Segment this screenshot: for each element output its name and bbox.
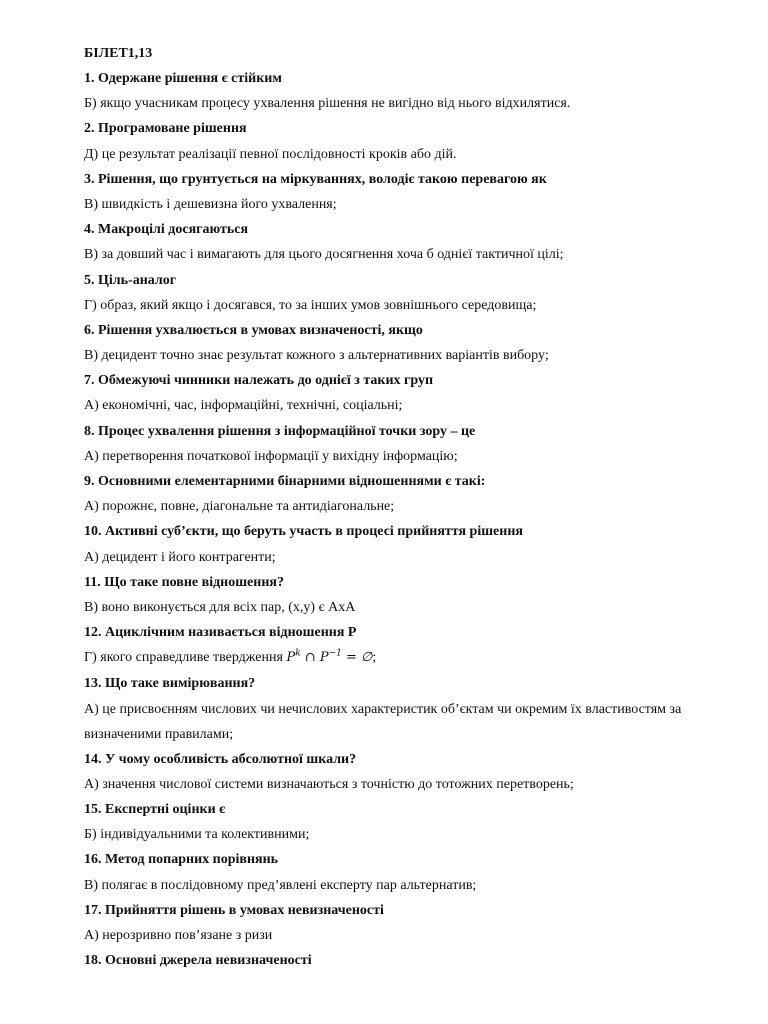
answer-17: А) нерозривно пов’язане з ризи [84,928,273,943]
question-18: 18. Основні джерела невизначеності [84,953,312,969]
question-2: 2. Програмоване рішення [84,121,247,137]
question-5: 5. Ціль-аналог [84,272,177,288]
answer-12 [84,648,744,668]
answer-7: А) економічні, час, інформаційні, технічні, соціальні; [84,398,403,414]
answer-6: В) децидент точно знає результат кожного з альтернативних варіантів вибору; [84,348,549,364]
answer-12-suffix: ; [372,650,377,666]
document-page [84,44,744,976]
answer-10: А) децидент і його контрагенти; [84,549,276,565]
answer-8: А) перетворення початкової інформації у вихідну інформацію; [84,448,458,464]
answer-5: Г) образ, який якщо і досягався, то за інших умов зовнішнього середовища; [84,297,537,313]
question-13: 13. Що таке вимірювання? [84,675,256,691]
question-16: 16. Метод попарних порівнянь [84,852,279,868]
answer-2: Д) це результат реалізації певної послідовності кроків або дій. [84,146,457,162]
question-7: 7. Обмежуючі чинники належать до однієї з таких груп [84,373,434,389]
question-15: 15. Експертні оцінки є [84,802,226,818]
answer-11: В) воно виконується для всіх пар, (x,y) є AxA [84,599,356,615]
question-12: 12. Ациклічним називається відношення P [84,625,357,641]
question-17: 17. Прийняття рішень в умовах невизначеності [84,902,384,918]
ticket-title: БІЛЕТ1,13 [84,46,153,61]
question-3: 3. Рішення, що грунтується на міркуваннях, володіє такою перевагою як [84,171,547,187]
question-4: 4. Макроцілі досягаються [84,222,249,238]
question-14: 14. У чому особливість абсолютної шкали? [84,751,357,767]
question-1: 1. Одержане рішення є стійким [84,71,282,86]
question-9: 9. Основними елементарними бінарними відношеннями є такі: [84,474,486,489]
answer-14: А) значення числової системи визначаються з точністю до тотожних перетворень; [84,776,574,792]
answer-9: А) порожнє, повне, діагональне та антидіагональне; [84,499,395,515]
question-6: 6. Рішення ухвалюється в умовах визначеності, якщо [84,322,423,338]
answer-4: В) за довший час і вимагають для цього досягнення хоча б однієї тактичної цілі; [84,247,564,263]
answer-13: А) це присвоєнням числових чи нечислових характеристик об’єктам чи окремим їх властивостям за визначеними правилами; [84,701,682,743]
question-10: 10. Активні суб’єкти, що беруть участь в процесі прийняття рішення [84,524,523,540]
answer-12-text: Г) якого справедливе твердження [84,650,283,666]
answer-3: В) швидкість і дешевизна його ухвалення; [84,196,337,212]
question-8: 8. Процес ухвалення рішення з інформаційної точки зору – це [84,423,476,439]
answer-15: Б) індивідуальними та колективними; [84,827,310,843]
answer-1: Б) якщо учасникам процесу ухвалення рішення не вигідно від нього відхилятися. [84,96,571,112]
answer-12-formula: $P^k$ ∩ $P^{-1}$ = ∅ [286,648,373,666]
answer-16: В) полягає в послідовному пред’явлені експерту пар альтернатив; [84,877,477,893]
question-11: 11. Що таке повне відношення? [84,574,284,590]
